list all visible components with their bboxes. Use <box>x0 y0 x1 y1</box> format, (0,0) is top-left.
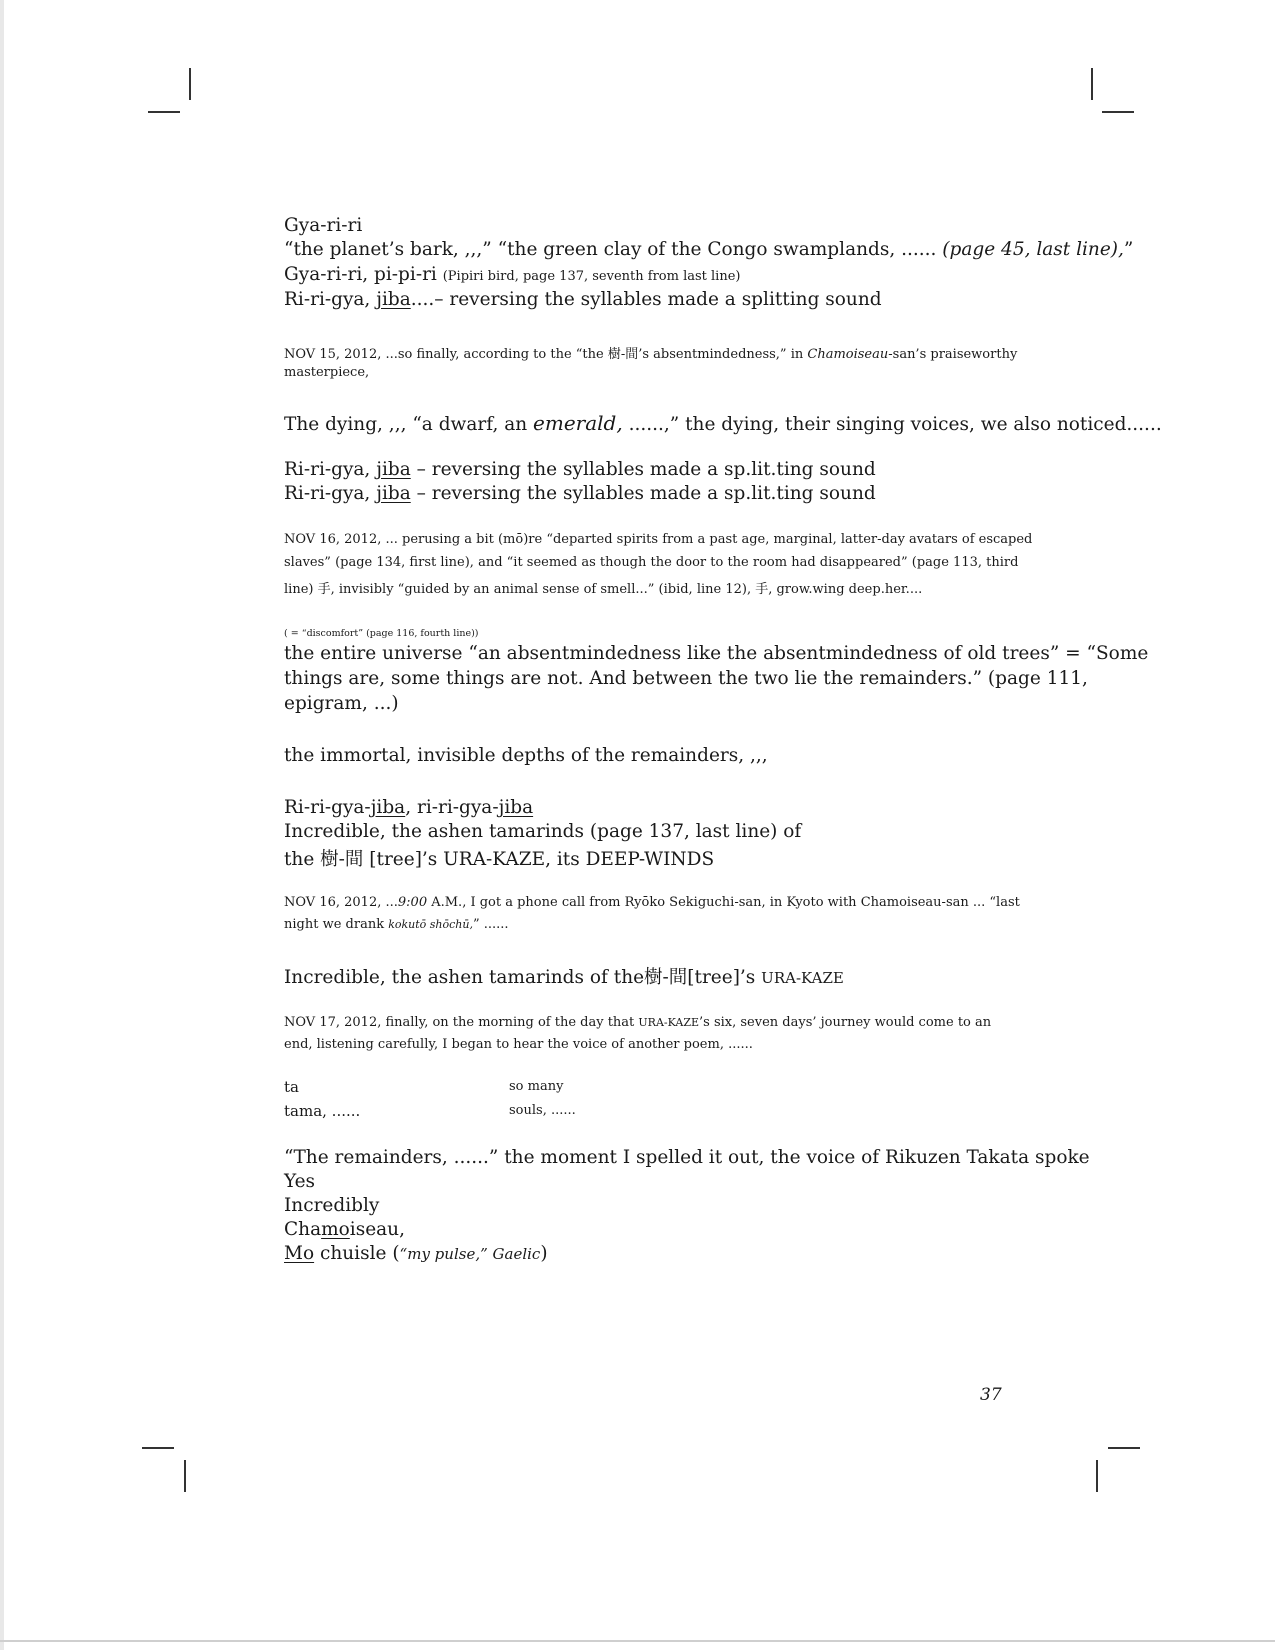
line-planets-bark <box>284 239 1133 260</box>
text: the immortal, invisible depths of the remainders, ,,, <box>284 745 768 766</box>
author-name: Chamoiseau <box>807 347 889 362</box>
poem-line-2-left <box>284 1102 360 1120</box>
text: ’s six, seven days’ journey would come to an <box>699 1015 992 1030</box>
line-mo-chuisle <box>284 1243 548 1264</box>
ura-kaze: URA-KAZE <box>761 969 844 987</box>
text: ....– reversing the syllables made a splitting sound <box>410 289 882 310</box>
line-ri-ri-gya-1 <box>284 289 882 310</box>
text: NOV 15, 2012, ...so finally, according to the “the 樹-間’s absentmindedness,” in <box>284 347 808 362</box>
crop-mark-tr-v <box>1091 68 1093 100</box>
entry-nov-16-c <box>284 578 922 597</box>
line-incredible-2 <box>284 845 714 871</box>
text: Cha <box>284 1219 322 1240</box>
time: 9:00 <box>397 895 428 910</box>
line-entire-universe-3 <box>284 693 399 714</box>
scan-bottom-edge <box>0 1640 1275 1642</box>
text: ta <box>284 1078 299 1096</box>
entry-nov-16-phone-a <box>284 895 1020 910</box>
emphasis: emerald, <box>533 411 623 435</box>
text: ( = “discomfort” (page 116, fourth line)) <box>284 628 479 639</box>
text: “the planet’s bark, ,,,” “the green clay of the Congo swamplands, ...... <box>284 239 943 260</box>
entry-nov-15-cont <box>284 365 369 380</box>
line-ri-ri-gya-jiba <box>284 797 533 818</box>
text: night we drank <box>284 917 389 932</box>
discomfort-note <box>284 628 479 639</box>
page-reference: (Pipiri bird, page 137, seventh from last line) <box>442 269 741 284</box>
text: Incredible, the ashen tamarinds (page 137, last line) of <box>284 821 802 842</box>
text: Ri-ri-gya, <box>284 459 377 480</box>
text: the entire universe “an absentmindedness like the absentmindedness of old trees” = “Some <box>284 643 1149 664</box>
entry-nov-16-b <box>284 555 1018 570</box>
text: – reversing the syllables made a sp.lit.ting sound <box>410 483 876 504</box>
underlined-word: jiba <box>376 289 411 310</box>
text: NOV 17, 2012, finally, on the morning of the day that <box>284 1015 639 1030</box>
translation: “my pulse,” Gaelic <box>399 1245 541 1263</box>
crop-mark-tr-h <box>1102 111 1134 113</box>
crop-mark-br-v <box>1096 1460 1098 1492</box>
crop-mark-br-h <box>1108 1447 1140 1449</box>
text: the 樹-間 [tree]’s URA-KAZE, its DEEP-WINDS <box>284 849 715 870</box>
entry-nov-17-a <box>284 1015 991 1030</box>
entry-nov-16-a <box>284 532 1032 547</box>
line-incredible-3 <box>284 963 844 989</box>
poem-line-1-left <box>284 1078 299 1096</box>
text: things are, some things are not. And between the two lie the remainders.” (page 111, <box>284 668 1088 689</box>
text: Yes <box>284 1171 316 1192</box>
text: masterpiece, <box>284 365 370 380</box>
poem-line-2-right <box>509 1103 576 1118</box>
text: slaves” (page 134, first line), and “it seemed as though the door to the room had disappeared” (page 113, third <box>284 555 1019 570</box>
line-incredibly <box>284 1195 379 1216</box>
text: iseau, <box>349 1219 405 1240</box>
text: The dying, ,,, “a dwarf, an <box>284 414 534 435</box>
text: ” ...... <box>472 917 509 932</box>
text: Ri-ri-gya, <box>284 289 377 310</box>
line-ri-ri-gya-3 <box>284 483 876 504</box>
text: Gya-ri-ri, pi-pi-ri <box>284 264 443 285</box>
underlined-word: jiba <box>498 797 534 818</box>
entry-nov-15 <box>284 343 1017 362</box>
line-the-remainders <box>284 1147 1090 1168</box>
line-entire-universe-1 <box>284 643 1148 664</box>
line-the-dying <box>284 411 1162 435</box>
crop-mark-tl-v <box>189 68 191 100</box>
text: Incredibly <box>284 1195 380 1216</box>
line-yes <box>284 1171 315 1192</box>
text: Ri-ri-gya, <box>284 483 377 504</box>
crop-mark-bl-h <box>142 1447 174 1449</box>
text: – reversing the syllables made a sp.lit.ting sound <box>410 459 876 480</box>
text: , ri-ri-gya- <box>405 797 499 818</box>
line-ri-ri-gya-2 <box>284 459 876 480</box>
text: chuisle ( <box>314 1243 400 1264</box>
text: ” <box>1123 239 1134 260</box>
line-entire-universe-2 <box>284 668 1088 689</box>
text: tama, ...... <box>284 1102 361 1120</box>
text: Ri-ri-gya- <box>284 797 371 818</box>
line-gya-ri-ri <box>284 215 362 236</box>
text: NOV 16, 2012, ... <box>284 895 398 910</box>
page-number: 37 <box>980 1385 1002 1405</box>
text: A.M., I got a phone call from Ryōko Sekiguchi-san, in Kyoto with Chamoiseau-san ... “last <box>427 895 1020 910</box>
text: souls, ...... <box>509 1103 576 1118</box>
entry-nov-16-phone-b <box>284 917 509 932</box>
line-immortal-depths <box>284 745 768 766</box>
underlined-syllable: mo <box>321 1219 350 1240</box>
text: ) <box>540 1243 548 1264</box>
text: epigram, ...) <box>284 693 399 714</box>
line-pi-pi-ri <box>284 264 740 285</box>
line-chamoiseau <box>284 1219 405 1240</box>
text: -san’s praiseworthy <box>888 347 1018 362</box>
ura-kaze: URA-KAZE <box>638 1016 700 1029</box>
line-incredible-1 <box>284 821 801 842</box>
underlined-word: jiba <box>376 459 411 480</box>
text: line) 手, invisibly “guided by an animal sense of smell...” (ibid, line 12), 手, grow.wing deep.her.... <box>284 582 923 597</box>
underlined-word: Mo <box>284 1243 315 1264</box>
scan-left-edge <box>0 0 4 1650</box>
text: NOV 16, 2012, ... perusing a bit (mō)re “departed spirits from a past age, marginal, latter-day avatars of escaped <box>284 532 1033 547</box>
text: end, listening carefully, I began to hear the voice of another poem, ...... <box>284 1037 753 1052</box>
poem-line-1-right <box>509 1079 563 1094</box>
text: Gya-ri-ri <box>284 215 363 236</box>
underlined-word: jiba <box>370 797 406 818</box>
text: “The remainders, ......” the moment I spelled it out, the voice of Rikuzen Takata spoke <box>284 1147 1090 1168</box>
entry-nov-17-b <box>284 1037 753 1052</box>
underlined-word: jiba <box>376 483 411 504</box>
crop-mark-bl-v <box>184 1460 186 1492</box>
text: Incredible, the ashen tamarinds of the樹-間[tree]’s <box>284 967 762 988</box>
text: so many <box>509 1079 564 1094</box>
crop-mark-tl-h <box>148 111 180 113</box>
page-reference: (page 45, last line), <box>942 239 1124 260</box>
text: ......,” the dying, their singing voices, we also noticed...... <box>622 414 1162 435</box>
drink-name: kokutō shōchū, <box>388 918 473 931</box>
